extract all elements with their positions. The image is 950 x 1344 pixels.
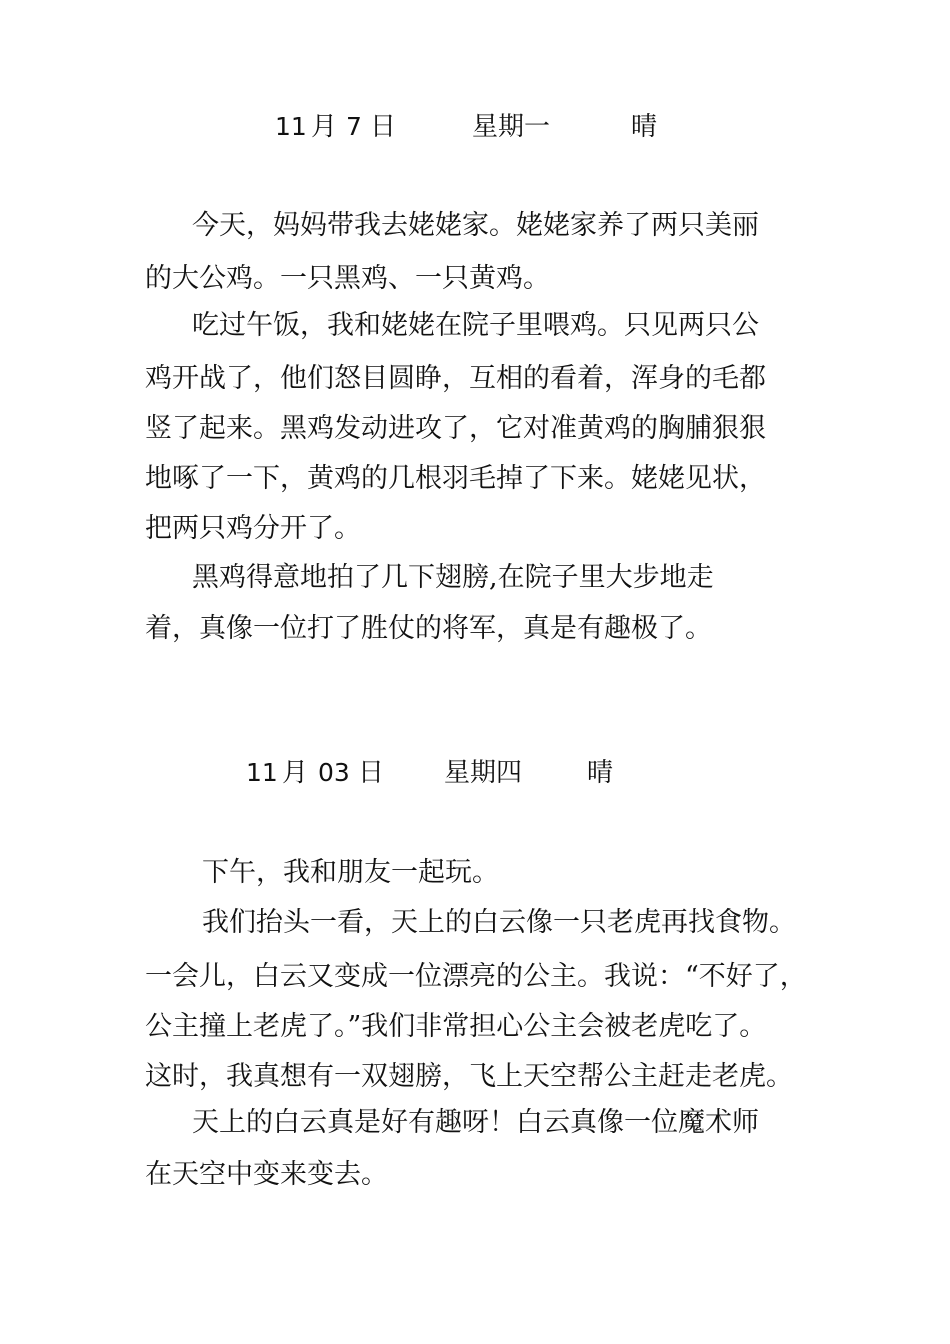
entry2-date-number: 11: [246, 758, 278, 787]
entry2-line: 这时，我真想有一双翅膀，飞上天空帮公主赶走老虎。: [145, 1061, 793, 1092]
entry1-line: 鸡开战了，他们怒目圆睁，互相的看着，浑身的毛都: [145, 363, 766, 394]
entry1-line: 今天，妈妈带我去姥姥家。姥姥家养了两只美丽: [165, 210, 759, 241]
entry1-line: 吃过午饭，我和姥姥在院子里喂鸡。只见两只公: [165, 310, 759, 341]
entry1-date-month: 月: [311, 112, 338, 142]
entry2-line: 我们抬头一看，天上的白云像一只老虎再找食物。: [202, 907, 796, 938]
entry2-line: 一会儿，白云又变成一位漂亮的公主。我说：“不好了，: [145, 961, 807, 992]
entry1-date-day-number: 7: [346, 112, 362, 141]
entry1-date-number: 11: [275, 112, 307, 141]
entry1-weather: 晴: [631, 112, 658, 142]
entry2-date-day: 日: [358, 758, 385, 788]
entry1-weekday: 星期一: [472, 112, 551, 142]
entry2-weather: 晴: [587, 758, 614, 788]
entry2-heading: [0, 758, 950, 788]
entry1-line: 竖了起来。黑鸡发动进攻了，它对准黄鸡的胸脯狠狠: [145, 413, 766, 444]
entry1-line: 黑鸡得意地拍了几下翅膀,在院子里大步地走: [165, 562, 714, 593]
entry2-line: 公主撞上老虎了。”我们非常担心公主会被老虎吃了。: [145, 1011, 767, 1042]
entry2-date-day-number: 03: [318, 758, 350, 787]
entry1-line: 的大公鸡。一只黑鸡、一只黄鸡。: [145, 263, 550, 294]
entry1-heading: [0, 112, 950, 142]
entry1-date-day: 日: [370, 112, 397, 142]
entry2-date-month: 月: [282, 758, 309, 788]
entry2-line: 下午，我和朋友一起玩。: [202, 857, 499, 888]
entry2-line: 天上的白云真是好有趣呀！白云真像一位魔术师: [165, 1107, 759, 1138]
entry1-line: 着，真像一位打了胜仗的将军，真是有趣极了。: [145, 613, 712, 644]
entry1-line: 地啄了一下，黄鸡的几根羽毛掉了下来。姥姥见状，: [145, 463, 766, 494]
entry2-line: 在天空中变来变去。: [145, 1159, 388, 1190]
entry1-line: 把两只鸡分开了。: [145, 513, 361, 544]
entry2-weekday: 星期四: [444, 758, 523, 788]
